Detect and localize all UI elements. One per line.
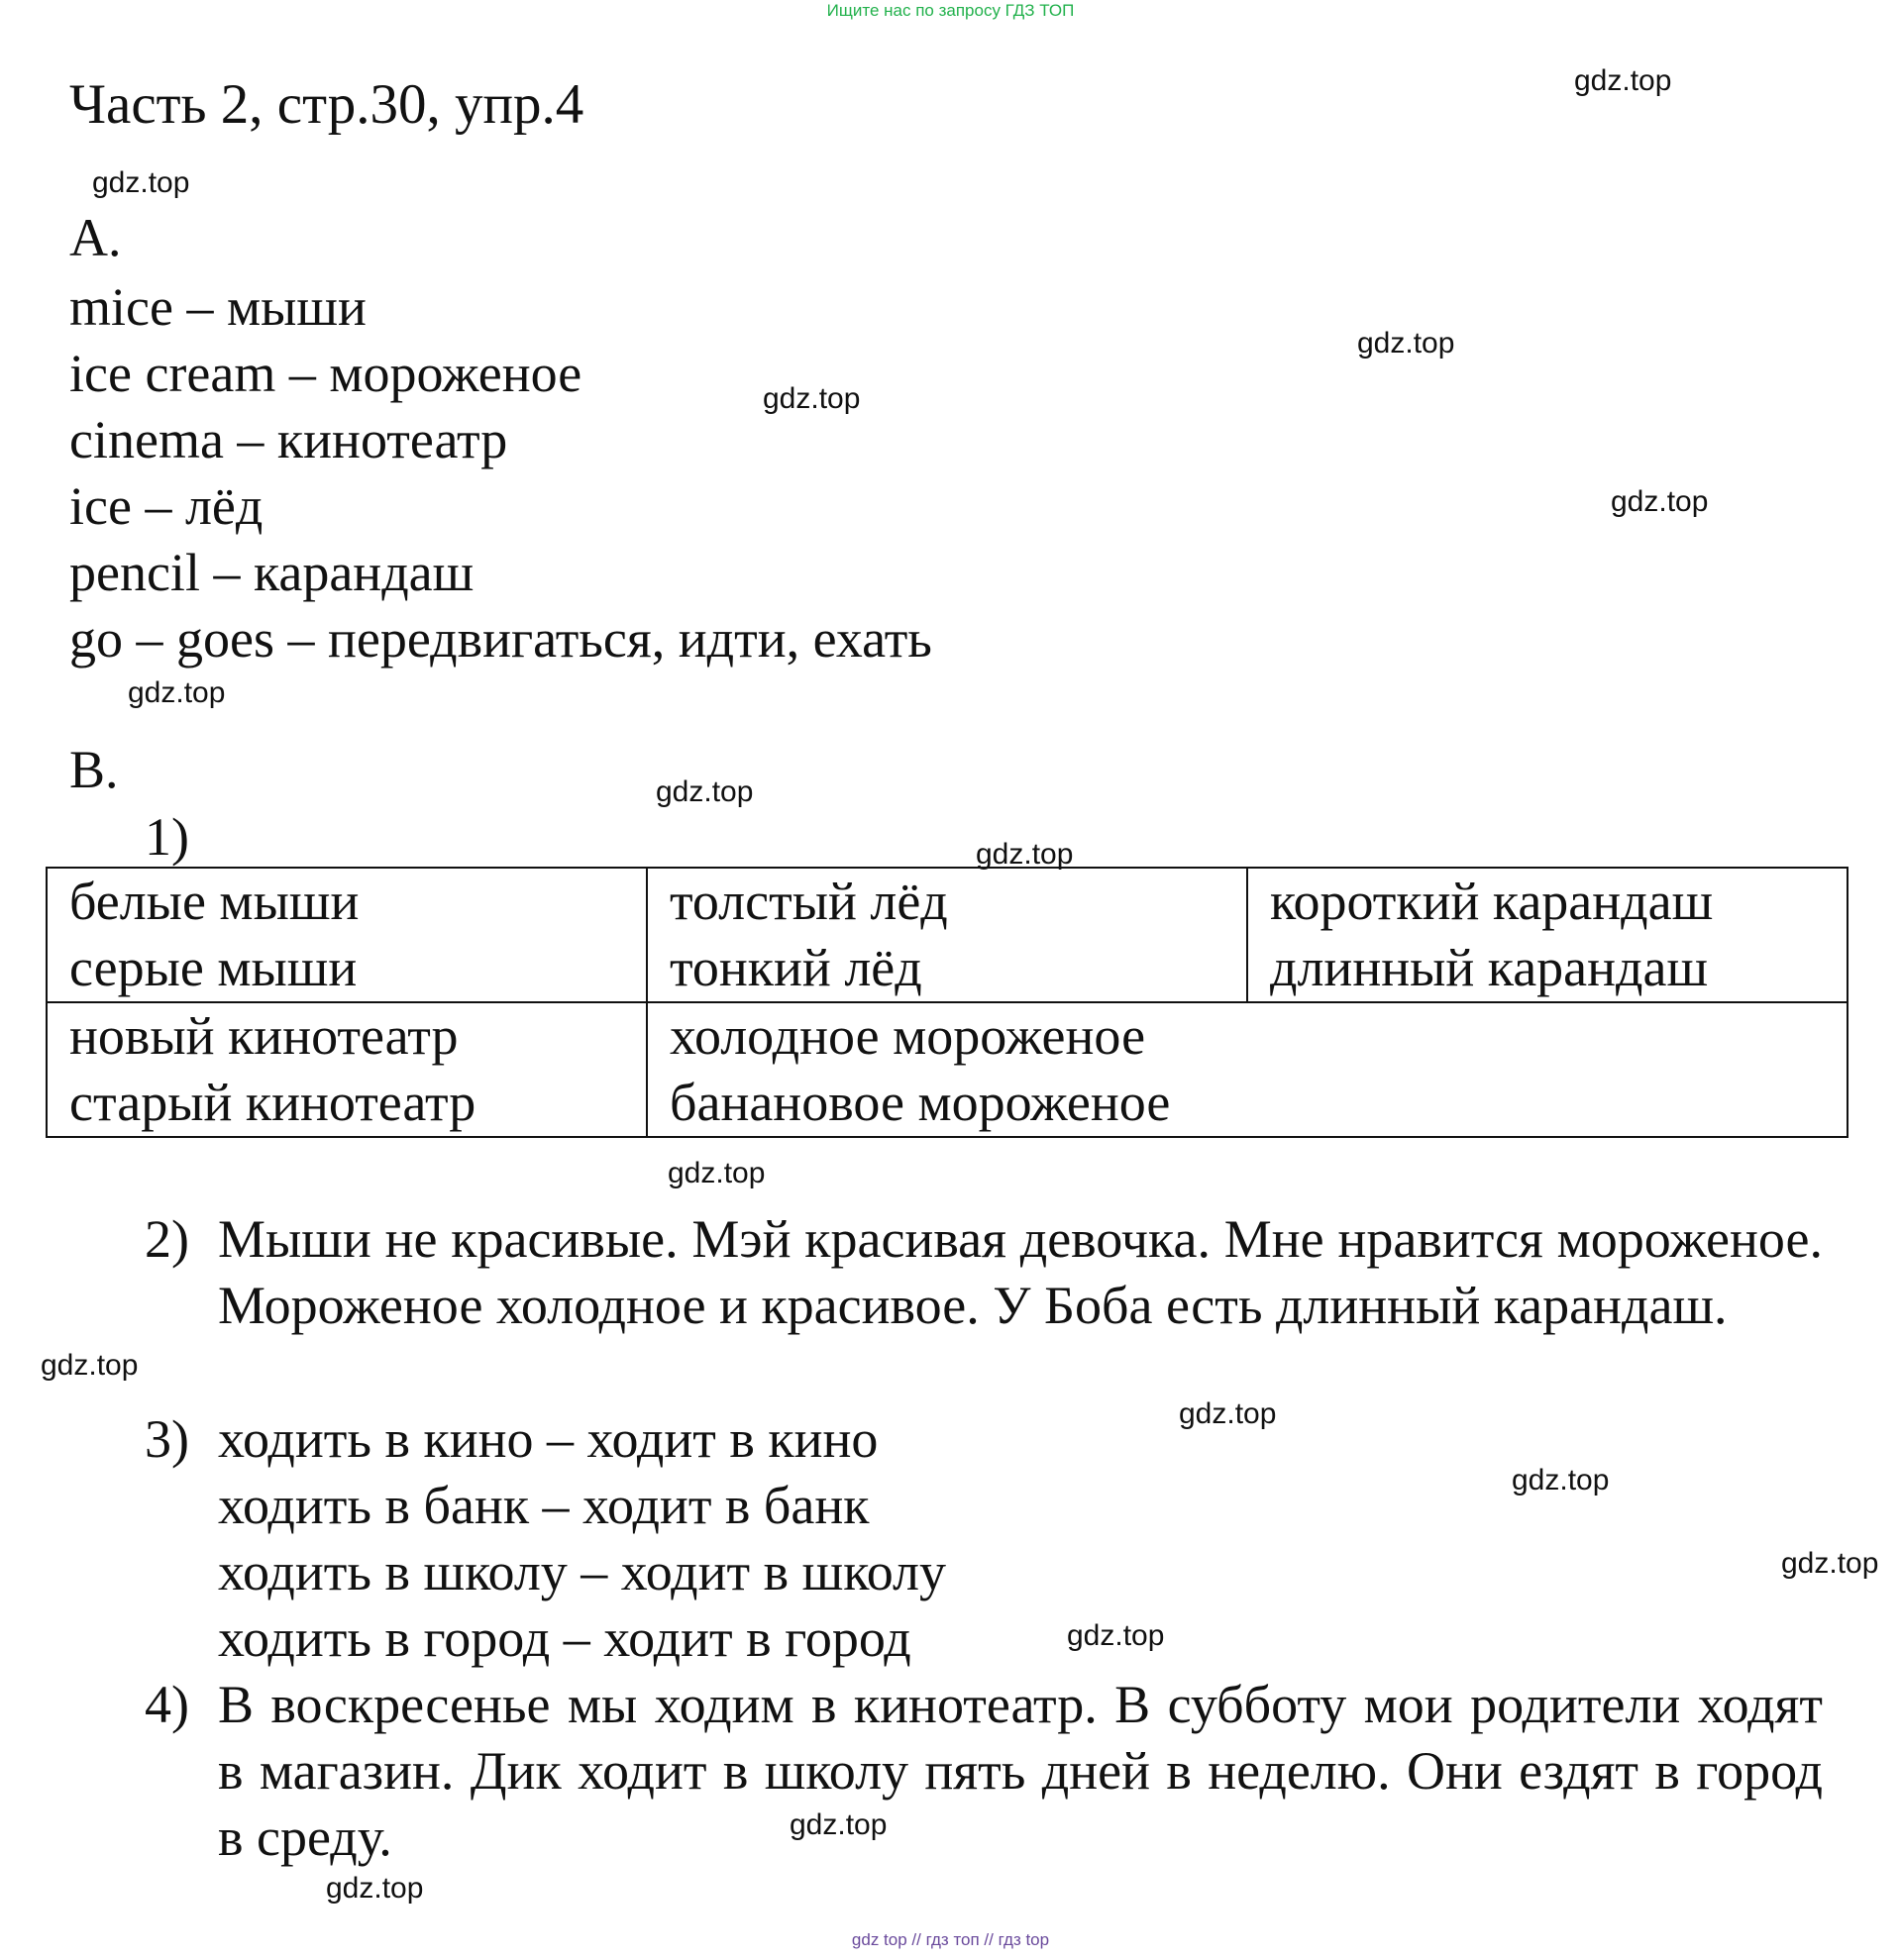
watermark: gdz.top [128, 676, 226, 709]
watermark: gdz.top [1512, 1464, 1610, 1496]
table-cell-mice [47, 868, 647, 1002]
cell-line: банановое мороженое [670, 1073, 1171, 1132]
watermark: gdz.top [1611, 485, 1709, 518]
item-3 [145, 1406, 1823, 1672]
item-4-text: В воскресенье мы ходим в кинотеатр. В субботу мои родители ходят в магазин. Дик ходит в школу пять дней в неделю. Они ездят в город в среду. [218, 1675, 1823, 1867]
vocab-item: pencil – карандаш [69, 543, 475, 602]
watermark: gdz.top [763, 382, 861, 415]
table-cell-ice-cream [647, 1002, 1848, 1137]
watermark: gdz.top [1067, 1619, 1165, 1652]
watermark: gdz.top [1357, 327, 1455, 360]
item-2 [145, 1206, 1823, 1339]
cell-line: серые мыши [69, 938, 358, 997]
vocab-item: ice – лёд [69, 476, 264, 536]
phrases-table [46, 867, 1848, 1138]
vocab-list [69, 274, 932, 672]
cell-line: короткий карандаш [1270, 872, 1714, 931]
item-3-line: ходить в кино – ходит в кино [218, 1409, 879, 1469]
page-title: Часть 2, стр.30, упр.4 [69, 73, 584, 136]
table-row [47, 1002, 1848, 1137]
watermark: gdz.top [790, 1808, 888, 1841]
item-3-line: ходить в школу – ходит в школу [218, 1542, 946, 1601]
section-b-label: B. [69, 740, 119, 799]
cell-line: холодное мороженое [670, 1006, 1146, 1066]
watermark: gdz.top [656, 775, 754, 808]
watermark: gdz.top [1179, 1397, 1277, 1430]
vocab-item: mice – мыши [69, 277, 367, 337]
item-3-number: 3) [145, 1409, 189, 1469]
vocab-item: ice cream – мороженое [69, 344, 582, 403]
table-cell-pencil [1247, 868, 1848, 1002]
cell-line: новый кинотеатр [69, 1006, 459, 1066]
watermark: gdz.top [668, 1157, 766, 1189]
item-4 [145, 1672, 1823, 1871]
cell-line: толстый лёд [670, 872, 948, 931]
watermark: gdz.top [1574, 64, 1672, 97]
table-row [47, 868, 1848, 1002]
watermark: gdz.top [1781, 1547, 1879, 1580]
cell-line: длинный карандаш [1270, 938, 1709, 997]
item-3-line: ходить в банк – ходит в банк [218, 1476, 870, 1535]
table-cell-cinema [47, 1002, 647, 1137]
watermark: gdz.top [326, 1872, 424, 1905]
cell-line: тонкий лёд [670, 938, 922, 997]
vocab-item: cinema – кинотеатр [69, 410, 508, 469]
vocab-item: go – goes – передвигаться, идти, ехать [69, 609, 932, 669]
cell-line: старый кинотеатр [69, 1073, 476, 1132]
section-a-label: A. [69, 208, 122, 267]
item-1-number: 1) [145, 807, 189, 867]
item-2-number: 2) [145, 1209, 189, 1269]
watermark: gdz.top [92, 166, 190, 199]
watermark: gdz.top [976, 838, 1074, 871]
cell-line: белые мыши [69, 872, 360, 931]
top-banner: Ищите нас по запросу ГДЗ ТОП [826, 1, 1075, 20]
table-cell-ice [647, 868, 1247, 1002]
watermark: gdz.top [41, 1349, 139, 1382]
item-3-line: ходить в город – ходит в город [218, 1608, 911, 1668]
item-2-text: Мыши не красивые. Мэй красивая девочка. Мне нравится мороженое. Мороженое холодное и красивое. У Боба есть длинный карандаш. [218, 1209, 1823, 1335]
item-4-number: 4) [145, 1675, 189, 1734]
footer-links: gdz top // гдз топ // гдз top [851, 1930, 1050, 1949]
